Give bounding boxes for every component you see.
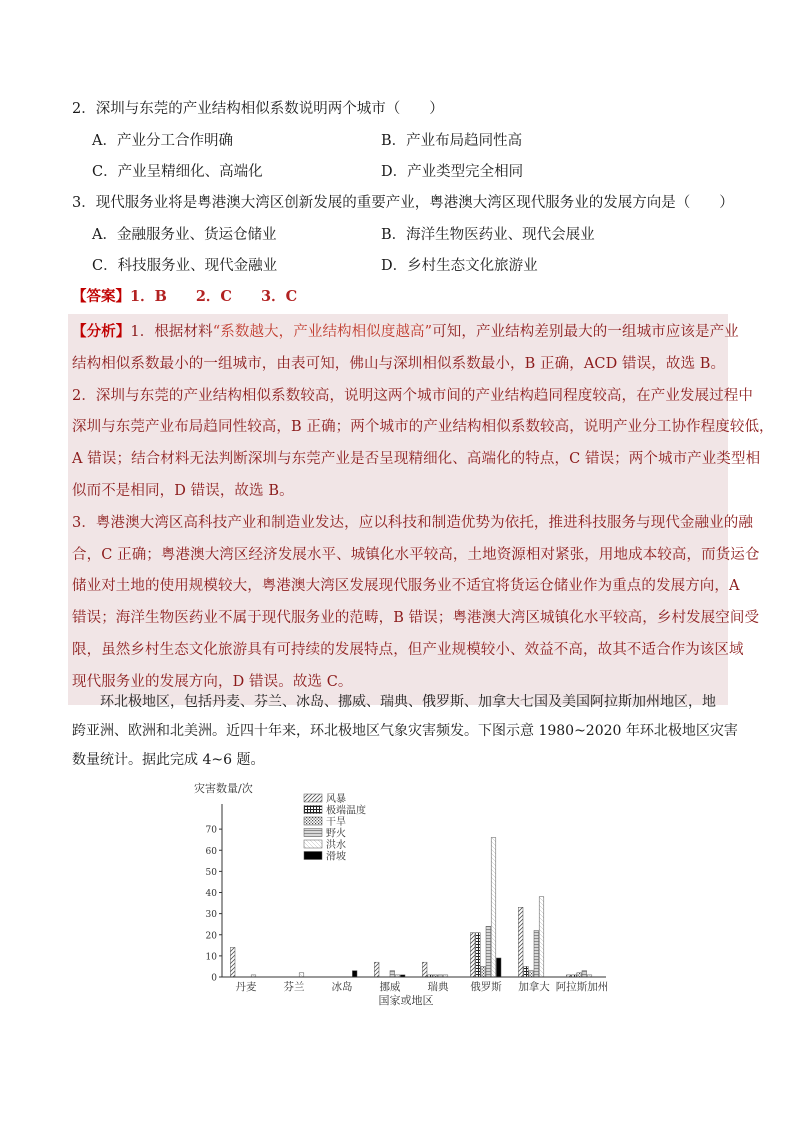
- q2-option-a: A．产业分工合作明确: [92, 133, 233, 149]
- y-tick-label: 40: [205, 889, 217, 899]
- q3-option-a: A．金融服务业、货运仓储业: [92, 227, 277, 243]
- legend-label: 风暴: [326, 794, 346, 805]
- bar-极端温度: [476, 933, 481, 977]
- analysis-line-5: A 错误；结合材料无法判断深圳与东莞产业是否呈现精细化、高端化的特点，C 错误；两个城市产业类型相: [72, 451, 761, 468]
- x-tick-label: 芬兰: [283, 981, 305, 993]
- y-tick-label: 70: [205, 825, 217, 836]
- analysis-line-1: [72, 316, 739, 349]
- x-tick-label: 阿拉斯加州: [555, 981, 609, 993]
- y-tick-label: 20: [205, 931, 217, 942]
- y-tick-label: 60: [205, 846, 217, 857]
- analysis-line-8: 合，C 正确；粤港澳大湾区经济发展水平、城镇化水平较高，土地资源相对紧张，用地成本较高，而货运仓: [72, 546, 760, 563]
- q2-option-b: B．产业布局趋同性高: [381, 133, 523, 149]
- bar-野火: [486, 926, 491, 977]
- analysis-line-12: 现代服务业的发展方向，D 错误。故选 C。: [72, 673, 353, 690]
- analysis-block: [68, 314, 774, 705]
- analysis-tag: 【分析】: [72, 323, 131, 340]
- analysis-line-7: 3．粤港澳大湾区高科技产业和制造业发达，应以科技和制造优势为依托，推进科技服务与现代金融业的融: [72, 514, 753, 531]
- question-2-stem: 2．深圳与东莞的产业结构相似系数说明两个城市（ ）: [72, 101, 444, 117]
- analysis-line-11: 限，虽然乡村生态文化旅游具有可持续的发展特点，但产业规模较小、效益不高，故其不适合作为该区域: [72, 641, 744, 658]
- x-axis-label: 国家或地区: [378, 994, 434, 1007]
- q3-option-c: C．科技服务业、现代金融业: [92, 258, 278, 274]
- bar-风暴: [470, 933, 475, 977]
- legend-swatch: [304, 806, 322, 814]
- bar-风暴: [374, 962, 379, 977]
- bar-洪水: [491, 838, 496, 977]
- passage-line-1: 环北极地区，包括丹麦、芬兰、冰岛、挪威、瑞典、俄罗斯、加拿大七国及美国阿拉斯加州地区，地: [72, 694, 716, 710]
- legend-swatch: [304, 817, 322, 825]
- bar-野火: [534, 931, 539, 977]
- bar-干旱: [577, 973, 582, 977]
- y-axis-label: 灾害数量/次: [194, 782, 253, 795]
- analysis-line-4: 深圳与东莞产业布局趋同性较高，B 正确；两个城市的产业结构相似系数较高，说明产业分工协作程度较低，: [72, 419, 774, 436]
- legend-swatch: [304, 794, 322, 802]
- q3-option-d: D．乡村生态文化旅游业: [381, 258, 538, 274]
- analysis-quote: “系数越大，产业结构相似度越高”: [212, 324, 433, 340]
- x-tick-label: 丹麦: [235, 981, 257, 993]
- y-tick-label: 10: [205, 952, 217, 963]
- x-tick-label: 加拿大: [518, 981, 550, 993]
- bar-滑坡: [352, 971, 357, 977]
- analysis-line-9: 储业对土地的使用规模较大，粤港澳大湾区发展现代服务业不适宜将货运仓储业作为重点的发展方向，A: [72, 578, 740, 595]
- q2-option-c: C．产业呈精细化、高端化: [92, 164, 263, 180]
- passage-line-2: 跨亚洲、欧洲和北美洲。近四十年来，环北极地区气象灾害频发。下图示意 1980~2020 年环北极地区灾害: [72, 723, 738, 739]
- x-tick-label: 瑞典: [427, 981, 449, 993]
- x-tick-label: 冰岛: [331, 981, 353, 993]
- legend-swatch: [304, 840, 322, 848]
- legend-label: 滑坡: [326, 851, 346, 863]
- bar-干旱: [529, 971, 534, 977]
- disaster-chart-svg: [192, 778, 612, 1013]
- x-tick-label: 俄罗斯: [470, 981, 502, 993]
- answer-text: 1．B 2．C 3．C: [130, 288, 298, 305]
- analysis-line-10: 错误；海洋生物医药业不属于现代服务业的范畴，B 错误；粤港澳大湾区城镇化水平较高，乡村发展空间受: [72, 610, 760, 627]
- legend-swatch: [304, 852, 322, 860]
- analysis-text: 1．根据材料: [130, 324, 213, 340]
- q2-option-d: D．产业类型完全相同: [381, 164, 524, 180]
- legend-label: 洪水: [326, 840, 346, 851]
- legend-label: 干旱: [326, 817, 346, 828]
- legend-label: 极端温度: [326, 805, 366, 817]
- bar-野火: [390, 971, 395, 977]
- analysis-line-2: 结构相似系数最小的一组城市，由表可知，佛山与深圳相似系数最小，B 正确，ACD 错误，故选 B。: [72, 355, 726, 372]
- bar-干旱: [481, 966, 486, 977]
- bar-洪水: [539, 897, 544, 977]
- passage-line-3: 数量统计。据此完成 4~6 题。: [72, 752, 265, 768]
- bar-洪水: [299, 973, 304, 977]
- answer-tag: 【答案】: [72, 288, 130, 305]
- passage: [72, 688, 738, 775]
- q3-option-b: B．海洋生物医药业、现代会展业: [381, 227, 595, 243]
- bar-极端温度: [524, 966, 529, 977]
- y-tick-label: 30: [205, 910, 217, 921]
- bar-风暴: [422, 962, 427, 977]
- bar-滑坡: [496, 958, 501, 977]
- y-tick-label: 50: [205, 867, 217, 878]
- y-tick-label: 0: [211, 973, 217, 984]
- answer-line: [72, 287, 297, 307]
- analysis-line-6: 似而不是相同，D 错误，故选 B。: [72, 482, 294, 499]
- question-3-stem: 3．现代服务业将是粤港澳大湾区创新发展的重要产业，粤港澳大湾区现代服务业的发展方向是（ ）: [72, 195, 734, 211]
- analysis-text: 可知，产业结构差别最大的一组城市应该是产业: [432, 324, 739, 340]
- legend-swatch: [304, 829, 322, 837]
- x-tick-label: 挪威: [379, 981, 401, 993]
- bar-野火: [582, 971, 587, 977]
- analysis-line-3: 2．深圳与东莞的产业结构相似系数较高，说明这两个城市间的产业结构趋同程度较高，在产业发展过程中: [72, 387, 753, 404]
- disaster-chart: [192, 778, 612, 1017]
- legend-label: 野火: [326, 828, 346, 840]
- bar-风暴: [518, 907, 523, 977]
- bar-风暴: [230, 947, 235, 977]
